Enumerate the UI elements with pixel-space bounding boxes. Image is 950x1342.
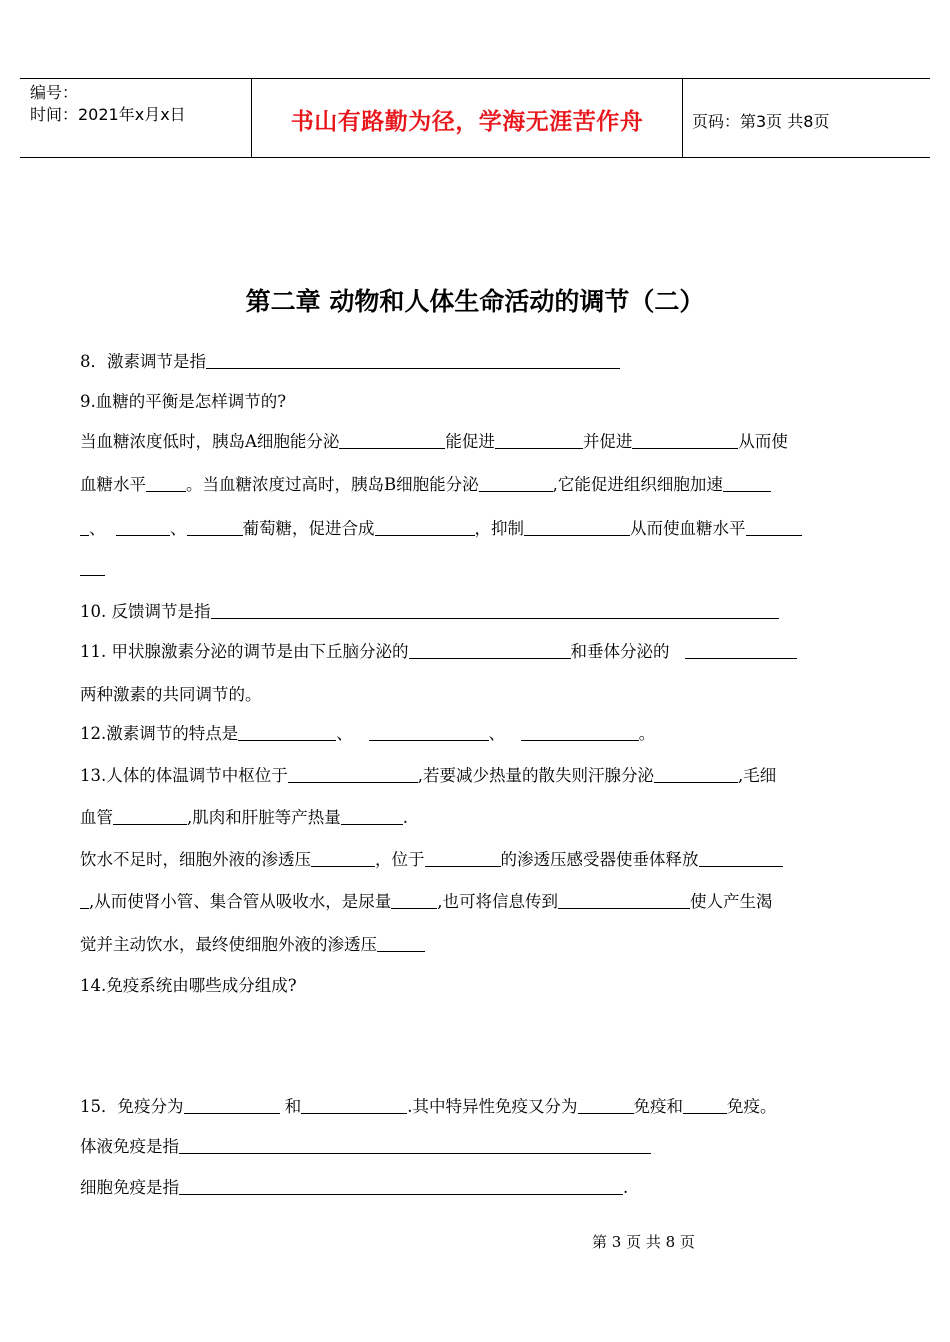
page-title: 第二章 动物和人体生命活动的调节（二）: [245, 287, 705, 316]
text: 血糖水平: [80, 475, 146, 494]
text: 能促进: [445, 432, 495, 451]
answer-blank: [409, 641, 571, 659]
text: 体液免疫是指: [80, 1137, 179, 1156]
question-9-line-3: [80, 515, 802, 539]
text: 13.人体的体温调节中枢位于: [80, 766, 288, 785]
answer-blank: [654, 765, 738, 783]
text: ,若要减少热量的散失则汗腺分泌: [417, 766, 654, 785]
text: 和: [279, 1097, 302, 1116]
answer-blank: [699, 849, 783, 867]
text: 的渗透压感受器使垂体释放: [500, 850, 699, 869]
answer-blank: [116, 518, 170, 536]
text: 觉并主动饮水，最终使细胞外液的渗透压: [80, 935, 377, 954]
text: .其中特异性免疫又分为: [407, 1097, 578, 1116]
answer-blank: [683, 1096, 727, 1114]
answer-blank: [391, 891, 437, 909]
question-13: [80, 762, 776, 786]
question-15-line-2: [80, 1133, 651, 1157]
question-9: 9.血糖的平衡是怎样调节的?: [80, 392, 287, 411]
text: 使人产生渴: [690, 892, 773, 911]
answer-blank: [211, 601, 779, 619]
question-15-line-3: [80, 1174, 628, 1198]
answer-blank: [184, 1096, 280, 1114]
text: 细胞免疫是指: [80, 1178, 179, 1197]
document-header: [20, 78, 930, 158]
text: 10. 反馈调节是指: [80, 602, 211, 621]
text: 、: [170, 519, 187, 538]
question-11-line-2: 两种激素的共同调节的。: [80, 685, 262, 704]
text: ，抑制: [474, 519, 524, 538]
text: 从而使: [738, 432, 788, 451]
text: .: [402, 808, 408, 827]
text: 8．激素调节是指: [80, 352, 206, 371]
answer-blank: [80, 891, 89, 909]
text: ,从而使肾小管、集合管从吸收水，是尿量: [89, 892, 392, 911]
question-10: [80, 598, 779, 622]
text: 从而使血糖水平: [630, 519, 746, 538]
text: 和垂体分泌的: [570, 642, 670, 661]
answer-blank: [479, 474, 553, 492]
answer-blank: [746, 518, 802, 536]
text: ,毛细: [738, 766, 777, 785]
answer-blank: [377, 934, 425, 952]
answer-blank: [521, 723, 639, 741]
answer-blank: [113, 807, 187, 825]
answer-blank: [146, 474, 186, 492]
question-8: [80, 348, 620, 372]
text: 、: [89, 519, 106, 538]
question-9-line-4: [80, 558, 105, 578]
text: ,它能促进组织细胞加速: [552, 475, 723, 494]
answer-blank: [375, 518, 475, 536]
text: 饮水不足时，细胞外液的渗透压: [80, 850, 311, 869]
answer-blank: [425, 849, 501, 867]
question-9-line-2: [80, 471, 771, 495]
answer-blank: [558, 891, 690, 909]
header-divider-right: [682, 79, 683, 157]
header-meta: [30, 82, 186, 126]
answer-blank: [723, 474, 771, 492]
answer-blank: [179, 1177, 623, 1195]
answer-blank: [179, 1136, 651, 1154]
answer-blank: [369, 723, 489, 741]
text: 葡萄糖，促进合成: [242, 519, 375, 538]
header-time-label: 时间：2021年x月x日: [30, 105, 186, 124]
answer-blank: [301, 1096, 407, 1114]
header-page-code: 页码：第3页 共8页: [692, 112, 830, 131]
question-14: 14.免疫系统由哪些成分组成?: [80, 976, 297, 995]
text: 。: [638, 724, 656, 743]
text: 11. 甲状腺激素分泌的调节是由下丘脑分泌的: [80, 642, 409, 661]
text: 。当血糖浓度过高时，胰岛B细胞能分泌: [186, 475, 479, 494]
text: 血管: [80, 808, 113, 827]
header-number-label: 编号：: [30, 83, 79, 102]
answer-blank: [80, 558, 105, 576]
question-11: [80, 638, 797, 662]
answer-blank: [341, 807, 403, 825]
page-footer: 第 3 页 共 8 页: [592, 1233, 695, 1251]
text: 、: [488, 724, 505, 743]
text: 12.激素调节的特点是: [80, 724, 239, 743]
text: 并促进: [582, 432, 633, 451]
question-15: [80, 1093, 777, 1117]
text: 、: [336, 724, 353, 743]
question-12: [80, 720, 655, 744]
question-13-line-3: [80, 846, 783, 870]
answer-blank: [524, 518, 630, 536]
question-13-line-2: [80, 804, 408, 828]
answer-blank: [495, 431, 583, 449]
question-13-line-4: [80, 888, 773, 912]
answer-blank: [80, 518, 89, 536]
question-13-line-5: [80, 931, 425, 955]
text: ,也可将信息传到: [437, 892, 558, 911]
question-9-line-1: [80, 428, 788, 452]
text: ，位于: [375, 850, 425, 869]
text: 15．免疫分为: [80, 1097, 184, 1116]
text: 免疫和: [633, 1097, 683, 1116]
answer-blank: [288, 765, 418, 783]
answer-blank: [339, 431, 445, 449]
answer-blank: [685, 641, 797, 659]
header-motto: 书山有路勤为径，学海无涯苦作舟: [290, 109, 644, 135]
text: 当血糖浓度低时，胰岛A细胞能分泌: [80, 432, 340, 451]
answer-blank: [578, 1096, 634, 1114]
text: ,肌肉和肝脏等产热量: [187, 808, 341, 827]
answer-blank: [206, 351, 620, 369]
text: 免疫。: [727, 1097, 777, 1116]
answer-blank: [238, 723, 336, 741]
answer-blank: [632, 431, 738, 449]
text: .: [623, 1178, 629, 1197]
answer-blank: [311, 849, 375, 867]
answer-blank: [187, 518, 243, 536]
